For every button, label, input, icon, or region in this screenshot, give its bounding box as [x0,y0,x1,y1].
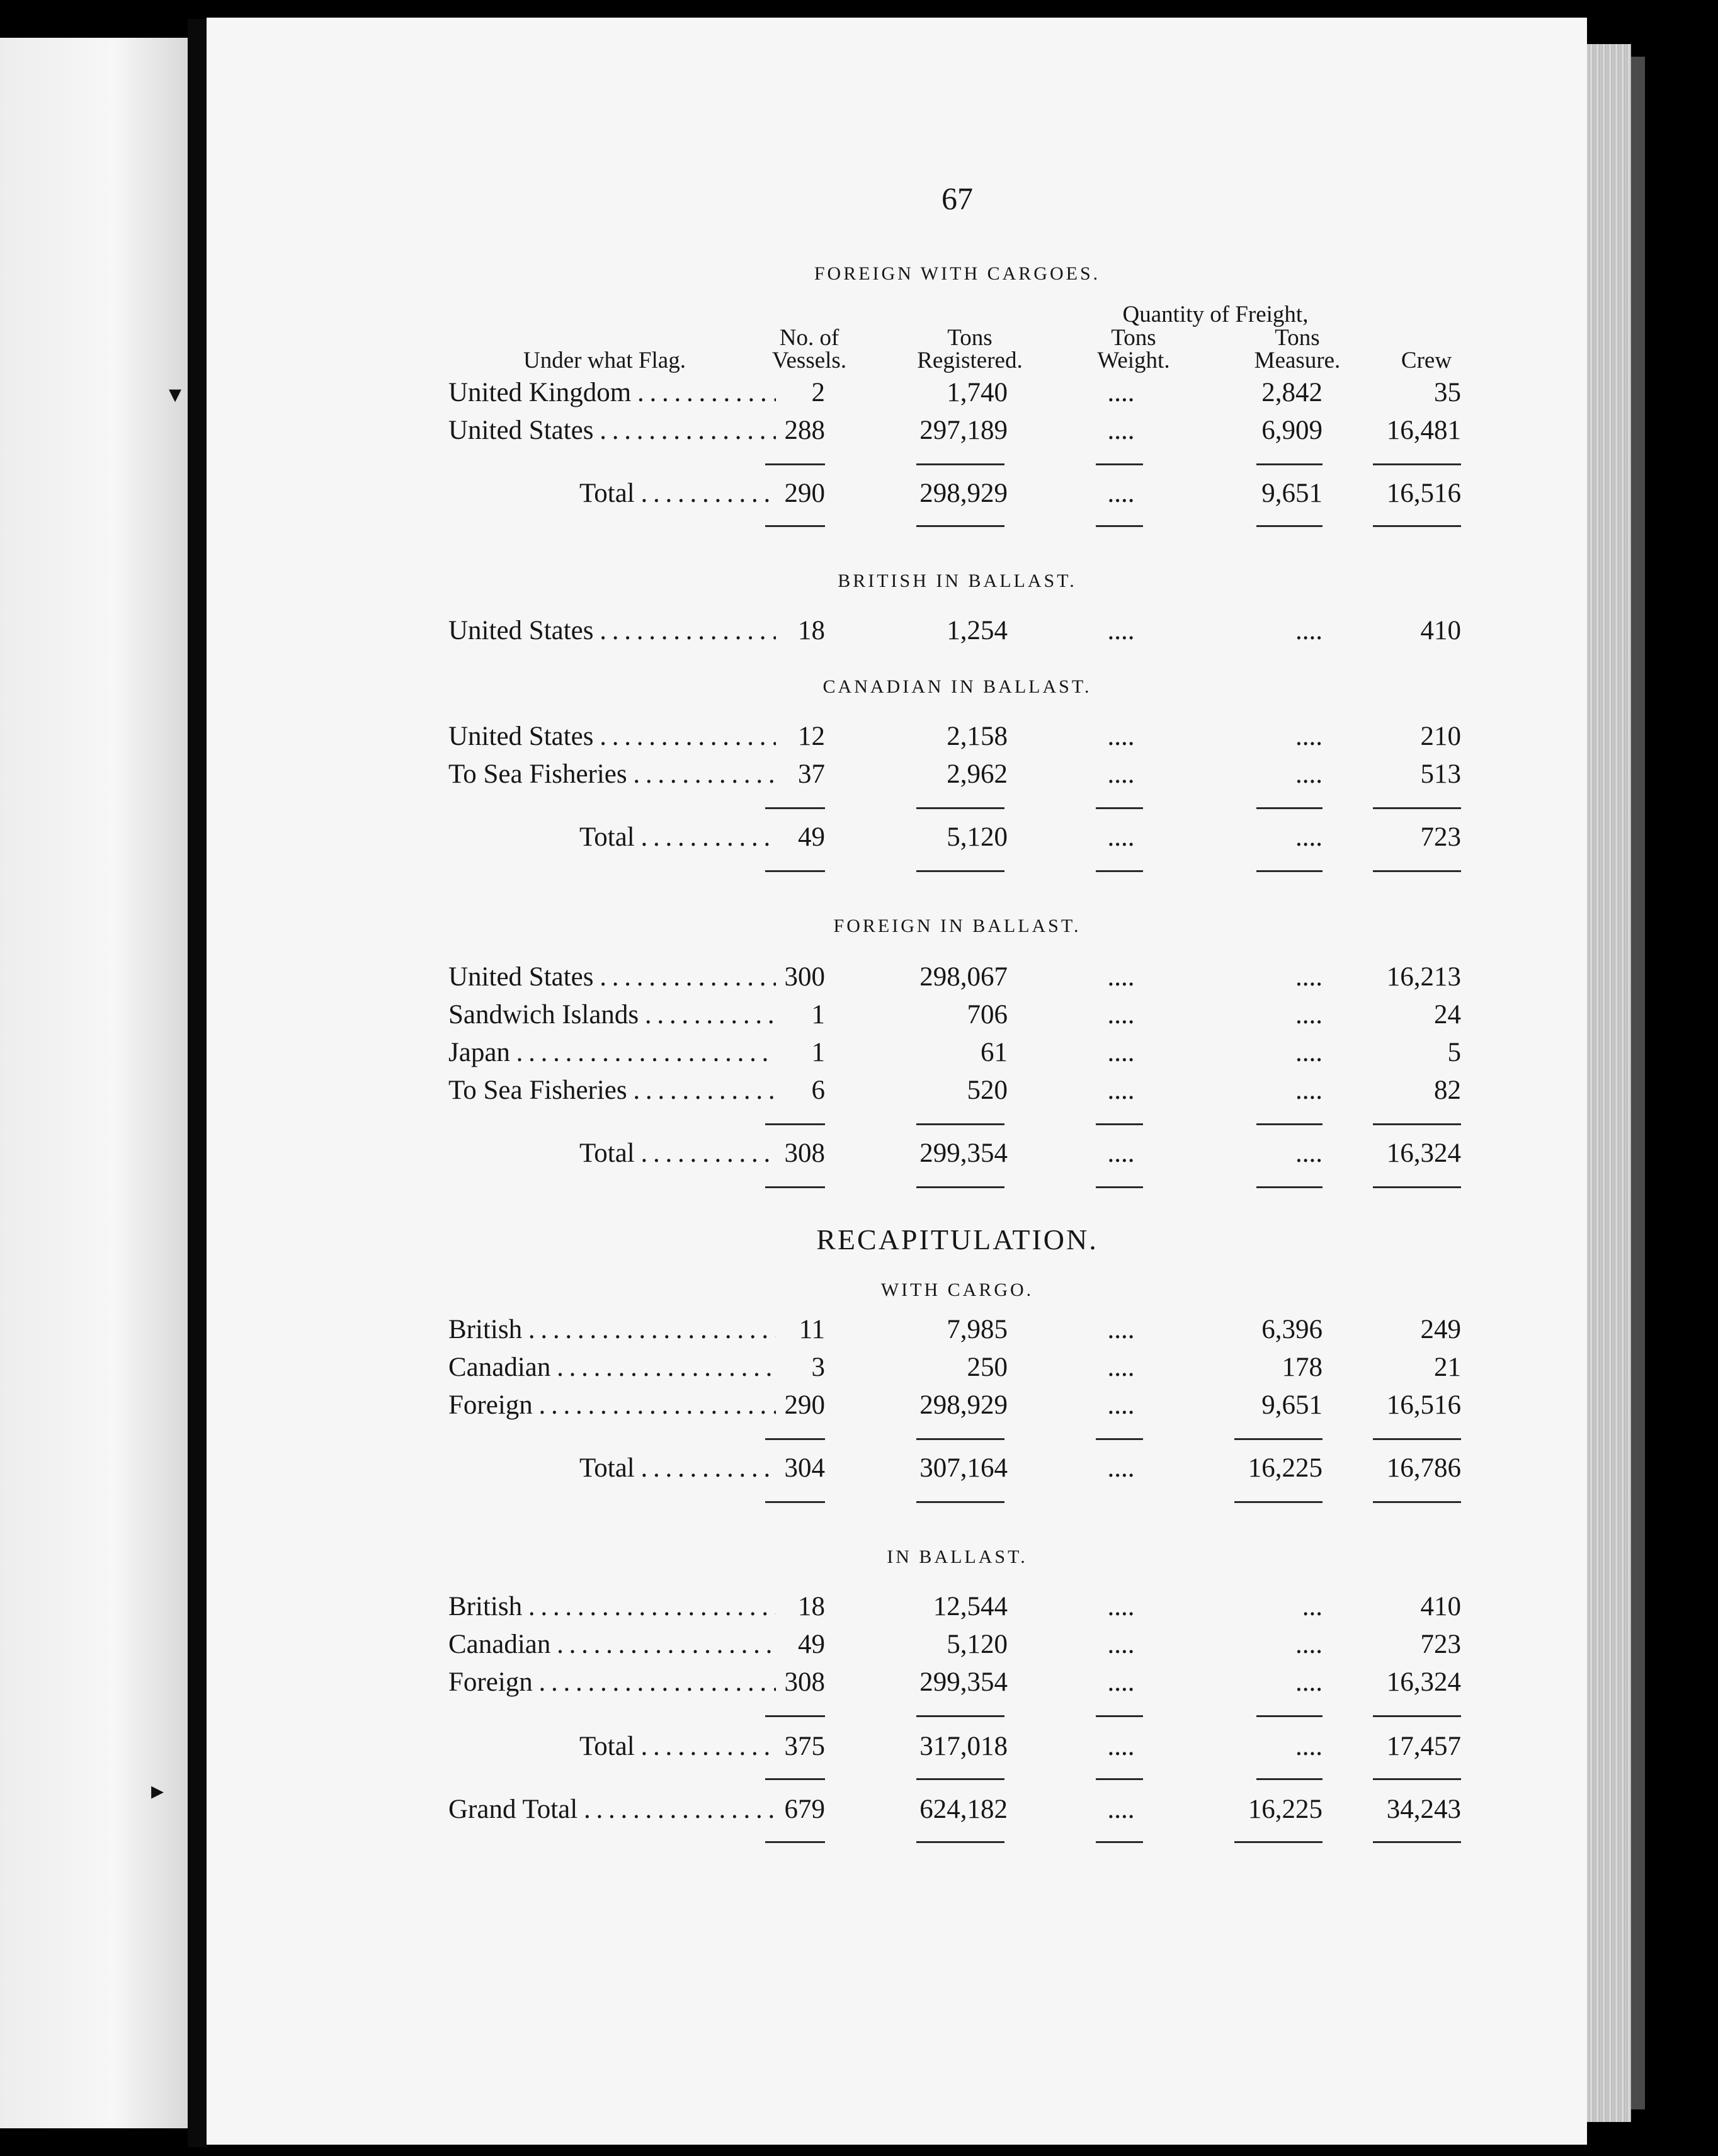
rule [1256,1778,1323,1780]
flag-cell: United States . . . [448,960,776,995]
column-header-tons-weight: Tons Weight. [1097,325,1170,373]
tons-measure-cell: 9,651 [1261,479,1323,508]
rule [1373,1123,1461,1125]
crew-cell: 16,481 [1386,416,1461,445]
tons-measure-cell: .... [1295,759,1323,789]
tons-registered-cell: 12,544 [933,1592,1008,1621]
flag-cell: To Sea Fisheries . . . [448,757,776,792]
tons-weight-cell: .... [1107,962,1135,992]
rule [916,1438,1004,1440]
tons-registered-cell: 298,067 [919,962,1008,992]
rule [916,1778,1004,1780]
tons-measure-cell: .... [1295,962,1323,992]
vessels-cell: 37 [798,759,825,789]
flag-cell: Foreign . . . [448,1388,776,1423]
tons-weight-cell: .... [1107,1592,1135,1621]
tons-weight-cell: .... [1107,416,1135,445]
rule [1096,1186,1143,1188]
subsection-title-in-ballast: IN BALLAST. [887,1546,1028,1567]
vessels-cell: 288 [784,416,825,445]
tons-registered-cell: 520 [967,1075,1008,1105]
rule [1373,1841,1461,1843]
margin-mark: ▸ [151,1776,164,1805]
crew-cell: 35 [1434,378,1461,407]
crew-cell: 513 [1420,759,1461,789]
rule [1373,525,1461,527]
rule [1256,525,1323,527]
rule [1234,1438,1323,1440]
tons-registered-cell: 5,120 [947,822,1008,852]
total-label: Total . . . [579,820,776,855]
tons-weight-cell: .... [1107,722,1135,751]
tons-weight-cell: .... [1107,1732,1135,1761]
rule [765,1123,825,1125]
tons-weight-cell: .... [1107,1630,1135,1659]
rule [916,1186,1004,1188]
rule [765,1715,825,1717]
table-row [0,613,1718,649]
crew-cell: 17,457 [1386,1732,1461,1761]
rule [1234,1841,1323,1843]
table-row [0,997,1718,1033]
flag-cell: United Kingdom . . . [448,375,776,411]
rule [1096,870,1143,872]
vessels-cell: 1 [811,1038,825,1067]
crew-cell: 723 [1420,822,1461,852]
section-title-canadian-in-ballast: CANADIAN IN BALLAST. [822,676,1092,697]
column-header-vessels: No. of Vessels. [771,325,847,373]
grand-total-row [0,1792,1718,1827]
tons-weight-cell: .... [1107,1038,1135,1067]
rule [1256,463,1323,465]
rule [916,807,1004,809]
rule [1256,1715,1323,1717]
rule [1373,807,1461,809]
rule [765,1841,825,1843]
rule [1234,1501,1323,1503]
total-label: Total . . . [579,1136,776,1171]
vessels-cell: 3 [811,1353,825,1382]
column-header-tons-measure: Tons Measure. [1254,325,1341,373]
vessels-cell: 18 [798,1592,825,1621]
rule [916,1841,1004,1843]
total-row [0,476,1718,511]
table-row [0,1073,1718,1108]
rule [1256,870,1323,872]
table-row [0,1035,1718,1070]
flag-cell: British . . . [448,1589,776,1625]
vessels-cell: 12 [798,722,825,751]
tons-measure-cell: 6,909 [1261,416,1323,445]
section-title-recapitulation: RECAPITULATION. [816,1223,1098,1256]
rule [916,1501,1004,1503]
crew-cell: 16,213 [1386,962,1461,992]
crew-cell: 34,243 [1386,1795,1461,1824]
tons-measure-cell: 9,651 [1261,1390,1323,1420]
tons-measure-cell: .... [1295,1000,1323,1030]
tons-weight-cell: .... [1107,1075,1135,1105]
crew-cell: 5 [1447,1038,1461,1067]
rule [765,1778,825,1780]
vessels-cell: 49 [798,822,825,852]
tons-weight-cell: .... [1107,479,1135,508]
rule [1373,1186,1461,1188]
vessels-cell: 304 [784,1453,825,1483]
rule [1096,1841,1143,1843]
rule [765,1186,825,1188]
vessels-cell: 11 [799,1315,825,1344]
column-header-quantity-of-freight: Quantity of Freight, [1122,302,1309,327]
tons-weight-cell: .... [1107,1795,1135,1824]
rule [765,1438,825,1440]
rule [916,1123,1004,1125]
tons-registered-cell: 298,929 [919,1390,1008,1420]
crew-cell: 16,516 [1386,479,1461,508]
column-header-tons-registered: Tons Registered. [917,325,1023,373]
crew-cell: 16,516 [1386,1390,1461,1420]
total-row [0,820,1718,855]
tons-measure-cell: .... [1295,1667,1323,1697]
rule [1373,1778,1461,1780]
table-row [0,757,1718,792]
flag-cell: Canadian . . . [448,1350,776,1385]
flag-cell: Sandwich Islands . . . [448,997,776,1033]
crew-cell: 82 [1434,1075,1461,1105]
total-row [0,1729,1718,1764]
rule [1096,1438,1143,1440]
section-title-foreign-with-cargoes: FOREIGN WITH CARGOES. [814,263,1101,284]
tons-measure-cell: ... [1302,1592,1323,1621]
rule [1096,1715,1143,1717]
tons-measure-cell: .... [1295,1038,1323,1067]
rule [1373,870,1461,872]
tons-registered-cell: 307,164 [919,1453,1008,1483]
table-row [0,1312,1718,1347]
tons-registered-cell: 5,120 [947,1630,1008,1659]
tons-weight-cell: .... [1107,1453,1135,1483]
tons-measure-cell: 6,396 [1261,1315,1323,1344]
tons-measure-cell: .... [1295,616,1323,645]
rule [1096,1123,1143,1125]
rule [1096,463,1143,465]
rule [1373,1715,1461,1717]
table-row [0,1350,1718,1385]
section-title-foreign-in-ballast: FOREIGN IN BALLAST. [833,916,1081,936]
vessels-cell: 2 [811,378,825,407]
table-row [0,375,1718,411]
tons-registered-cell: 317,018 [919,1732,1008,1761]
rule [1373,1501,1461,1503]
tons-weight-cell: .... [1107,1315,1135,1344]
total-label: Total . . . [579,1451,776,1486]
tons-measure-cell: .... [1295,1732,1323,1761]
flag-cell: United States . . . [448,613,776,649]
rule [765,463,825,465]
tons-registered-cell: 250 [967,1353,1008,1382]
tons-registered-cell: 2,962 [947,759,1008,789]
tons-measure-cell: .... [1295,1138,1323,1168]
page-number: 67 [941,181,973,216]
column-header-crew: Crew [1401,348,1452,373]
tons-registered-cell: 1,740 [947,378,1008,407]
vessels-cell: 308 [784,1667,825,1697]
tons-measure-cell: 16,225 [1248,1795,1323,1824]
tons-measure-cell: .... [1295,822,1323,852]
crew-cell: 410 [1420,1592,1461,1621]
total-label: Total . . . [579,476,776,511]
tons-measure-cell: 16,225 [1248,1453,1323,1483]
vessels-cell: 375 [784,1732,825,1761]
crew-cell: 16,786 [1386,1453,1461,1483]
vessels-cell: 49 [798,1630,825,1659]
tons-weight-cell: .... [1107,378,1135,407]
rule [1096,807,1143,809]
tons-registered-cell: 297,189 [919,416,1008,445]
crew-cell: 249 [1420,1315,1461,1344]
section-title-british-in-ballast: BRITISH IN BALLAST. [838,570,1077,591]
flag-cell: United States . . . [448,413,776,448]
tons-measure-cell: .... [1295,1075,1323,1105]
crew-cell: 723 [1420,1630,1461,1659]
rule [916,870,1004,872]
rule [1096,525,1143,527]
rule [916,463,1004,465]
vessels-cell: 18 [798,616,825,645]
crew-cell: 210 [1420,722,1461,751]
vessels-cell: 290 [784,479,825,508]
tons-registered-cell: 299,354 [919,1138,1008,1168]
rule [765,525,825,527]
vessels-cell: 308 [784,1138,825,1168]
tons-weight-cell: .... [1107,822,1135,852]
flag-cell: Japan . . . [448,1035,776,1070]
tons-weight-cell: .... [1107,1000,1135,1030]
rule [765,1501,825,1503]
tons-weight-cell: .... [1107,759,1135,789]
vessels-cell: 290 [784,1390,825,1420]
tons-weight-cell: .... [1107,1390,1135,1420]
table-row [0,719,1718,754]
vessels-cell: 6 [811,1075,825,1105]
table-row [0,1665,1718,1700]
rule [765,807,825,809]
vessels-cell: 300 [784,962,825,992]
table-row [0,413,1718,448]
crew-cell: 410 [1420,616,1461,645]
flag-cell: To Sea Fisheries . . . [448,1073,776,1108]
tons-weight-cell: .... [1107,1667,1135,1697]
rule [1373,463,1461,465]
subsection-title-with-cargo: WITH CARGO. [880,1279,1034,1300]
rule [1256,1186,1323,1188]
grand-total-label: Grand Total . . . [448,1792,776,1827]
crew-cell: 16,324 [1386,1138,1461,1168]
rule [765,870,825,872]
flag-cell: British . . . [448,1312,776,1347]
table-row [0,1388,1718,1423]
rule [1256,1123,1323,1125]
column-header-flag: Under what Flag. [523,348,686,373]
flag-cell: Foreign . . . [448,1665,776,1700]
tons-registered-cell: 2,158 [947,722,1008,751]
rule [1373,1438,1461,1440]
crew-cell: 16,324 [1386,1667,1461,1697]
rule [1096,1778,1143,1780]
tons-registered-cell: 7,985 [947,1315,1008,1344]
table-row [0,1589,1718,1625]
table-row [0,1627,1718,1662]
flag-cell: Canadian . . . [448,1627,776,1662]
tons-measure-cell: 2,842 [1261,378,1323,407]
vessels-cell: 679 [784,1795,825,1824]
flag-cell: United States . . . [448,719,776,754]
rule [1256,807,1323,809]
tons-measure-cell: .... [1295,722,1323,751]
crew-cell: 24 [1434,1000,1461,1030]
tons-registered-cell: 299,354 [919,1667,1008,1697]
tons-weight-cell: .... [1107,1138,1135,1168]
vessels-cell: 1 [811,1000,825,1030]
tons-registered-cell: 1,254 [947,616,1008,645]
tons-measure-cell: .... [1295,1630,1323,1659]
total-row [0,1136,1718,1171]
tons-registered-cell: 624,182 [919,1795,1008,1824]
table-row [0,960,1718,995]
tons-registered-cell: 61 [981,1038,1008,1067]
tons-weight-cell: .... [1107,616,1135,645]
margin-mark: ▾ [169,380,182,408]
tons-registered-cell: 706 [967,1000,1008,1030]
total-row [0,1451,1718,1486]
total-label: Total . . . [579,1729,776,1764]
tons-weight-cell: .... [1107,1353,1135,1382]
rule [916,1715,1004,1717]
crew-cell: 21 [1434,1353,1461,1382]
rule [916,525,1004,527]
tons-registered-cell: 298,929 [919,479,1008,508]
tons-measure-cell: 178 [1282,1353,1323,1382]
